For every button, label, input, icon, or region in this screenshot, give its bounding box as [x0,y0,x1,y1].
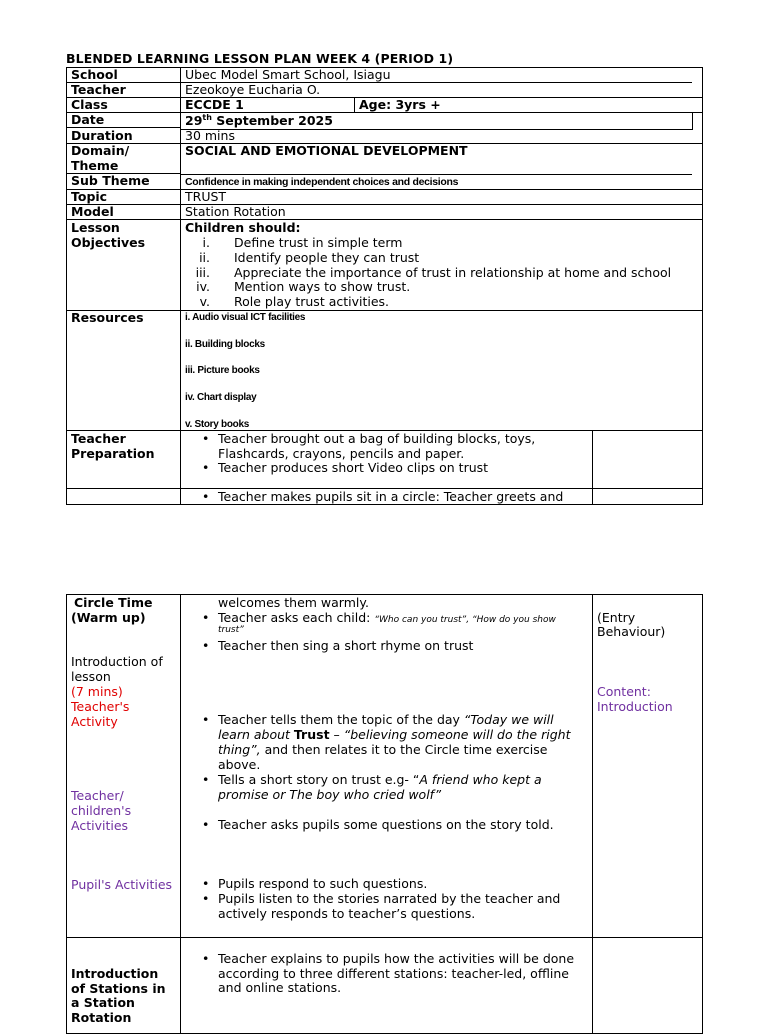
subtheme-value: Confidence in making independent choices and decisions [185,176,459,188]
model-value: Station Rotation [185,204,286,219]
row-divider [180,129,692,130]
explain-stations-line3: and online stations. [218,980,342,995]
intro-duration: (7 mins) [71,684,123,699]
listen-line2: actively responds to teacher’s questions. [218,906,476,921]
resource-item: iv. Chart display [185,392,257,403]
preparation-bullet-continued: Flashcards, crayons, pencils and paper. [218,446,465,461]
objective-text: Define trust in simple term [234,235,403,250]
row-divider [66,204,703,205]
objective-text: Role play trust activities. [234,294,390,309]
school-label: School [71,67,118,82]
row-divider [66,112,703,113]
circle-time-bullet: • Teacher makes pupils sit in a circle: Teacher greets and [218,489,587,504]
preparation-label-line1: Teacher [71,431,126,446]
stations-label-line3: a Station [71,995,135,1010]
column-divider [180,594,181,1034]
topic-value: TRUST [185,189,227,204]
topic-label: Topic [71,189,108,204]
domain-value: SOCIAL AND EMOTIONAL DEVELOPMENT [185,143,468,158]
preparation-bullet: • Teacher produces short Video clips on trust [218,460,488,475]
stations-label-line2: of Stations in [71,981,166,996]
column-divider [354,97,355,112]
column-divider [692,112,693,130]
content-label-line1: Content: [597,684,651,699]
entry-behaviour-line2: Behaviour) [597,624,666,639]
age-value: Age: 3yrs + [359,97,441,112]
preparation-label-line2: Preparation [71,446,155,461]
pupils-activities-label: Pupil's Activities [71,877,173,892]
document-title: BLENDED LEARNING LESSON PLAN WEEK 4 (PERIOD 1) [66,51,454,66]
objective-text: Identify people they can trust [234,250,420,265]
circle-time-label-line2: (Warm up) [71,610,146,625]
topic-of-day-bullet: • Teacher tells them the topic of the day “Today we will [218,712,587,727]
topic-of-day-line3: thing”, and then relates it to the Circle time exercise [218,742,548,757]
model-label: Model [71,204,114,219]
stations-label-line1: Introduction [71,966,159,981]
objective-number: iii. [195,265,210,280]
row-divider [66,310,703,311]
explain-stations-line2: according to three different stations: teacher-led, offline [218,966,570,981]
resource-item: i. Audio visual ICT facilities [185,312,306,323]
resource-item: v. Story books [185,419,249,430]
column-divider [592,594,593,1034]
teacher-children-label-line1: Teacher/ [71,788,124,803]
intro-label-line2: lesson [71,669,111,684]
teacher-activity-label-line2: Activity [71,714,118,729]
date-label: Date [71,112,105,127]
row-divider [66,937,703,938]
objective-text: Mention ways to show trust. [234,279,411,294]
teacher-label: Teacher [71,82,126,97]
story-bullet: • Tells a short story on trust e.g- “A friend who kept a [218,772,587,787]
domain-label-line2: Theme [71,158,119,173]
duration-value: 30 mins [185,128,235,143]
story-line2: promise or The boy who cried wolf” [218,787,442,802]
subtheme-label: Sub Theme [71,173,150,188]
resource-item: ii. Building blocks [185,339,265,350]
objective-number: iv. [196,279,210,294]
domain-label-line1: Domain/ [71,143,130,158]
class-value: ECCDE 1 [185,97,244,112]
class-label: Class [71,97,108,112]
topic-of-day-line2: learn about Trust – “believing someone will do the right [218,727,571,742]
circle-time-label-line1: Circle Time [74,595,153,610]
objective-number: ii. [199,250,210,265]
entry-behaviour-line1: (Entry [597,610,636,625]
objectives-heading: Children should: [185,220,301,235]
teacher-children-label-line3: Activities [71,818,129,833]
rhyme-bullet: • Teacher then sing a short rhyme on trust [218,638,473,653]
preparation-bullet: • Teacher brought out a bag of building blocks, toys, [218,431,587,446]
resource-item: iii. Picture books [185,365,260,376]
teacher-children-label-line2: children's [71,803,132,818]
teacher-value: Ezeokoye Eucharia O. [185,82,321,97]
row-divider [66,219,703,220]
respond-bullet: • Pupils respond to such questions. [218,876,427,891]
listen-bullet: • Pupils listen to the stories narrated by the teacher and [218,891,587,906]
school-value: Ubec Model Smart School, Isiagu [185,67,391,82]
welcome-text: welcomes them warmly. [218,595,369,610]
resources-label: Resources [71,310,144,325]
questions-bullet: • Teacher asks pupils some questions on the story told. [218,817,554,832]
column-divider [592,431,593,505]
intro-label-line1: Introduction of [71,654,163,669]
topic-of-day-line4: above. [218,757,261,772]
objectives-label-line2: Objectives [71,235,146,250]
objective-text: Appreciate the importance of trust in relationship at home and school [234,265,672,280]
content-label-line2: Introduction [597,699,673,714]
objectives-label-line1: Lesson [71,220,120,235]
date-value: 29th September 2025 [185,112,333,128]
stations-label-line4: Rotation [71,1010,132,1025]
objective-number: v. [199,294,210,309]
objective-number: i. [202,235,210,250]
explain-stations-bullet: • Teacher explains to pupils how the activities will be done [218,951,587,966]
teacher-activity-label-line1: Teacher's [71,699,130,714]
asks-child-bullet: • Teacher asks each child: “Who can you trust”, “How do you show [218,610,587,628]
asks-child-quote-continued: trust” [218,625,244,635]
duration-label: Duration [71,128,133,143]
